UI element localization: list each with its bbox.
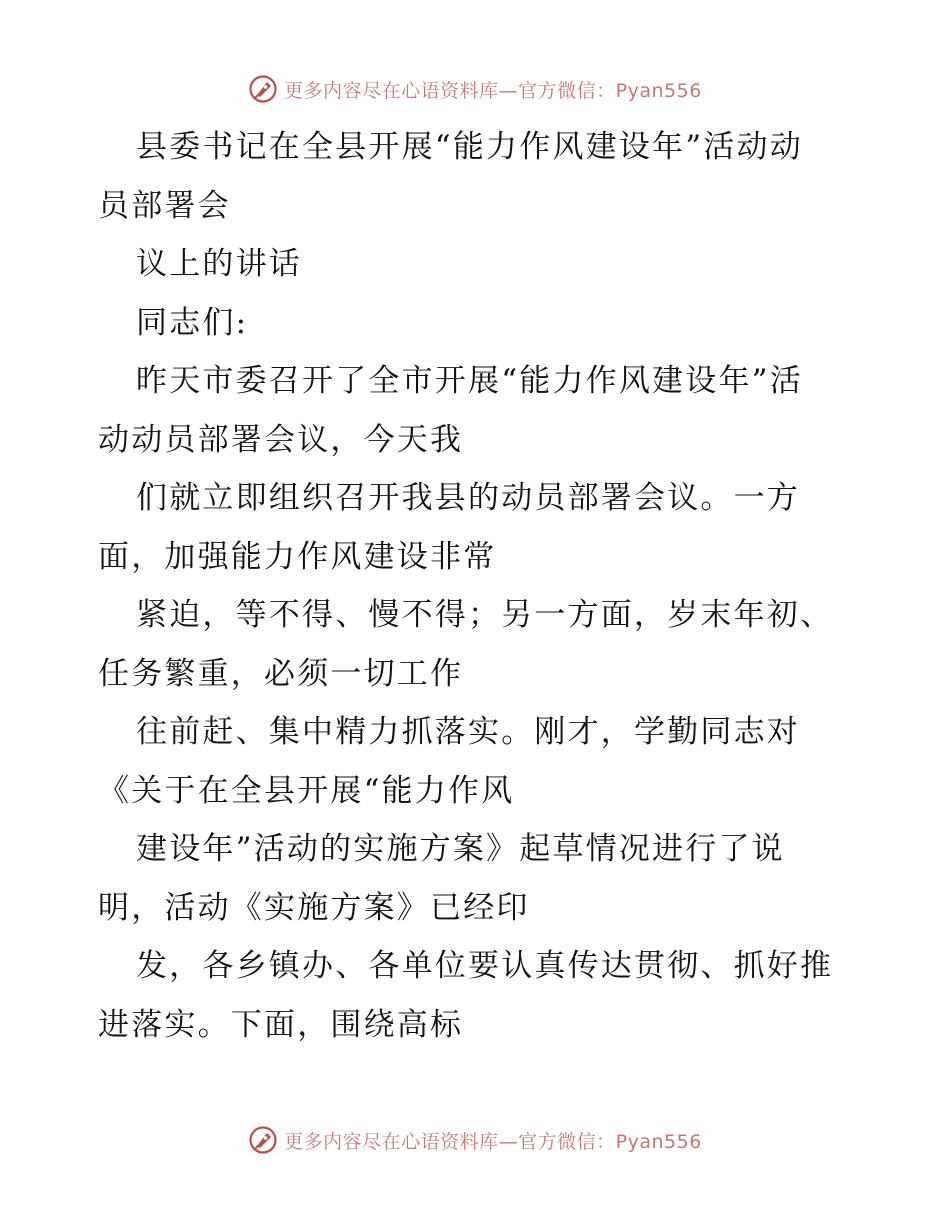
text-line: 议上的讲话 xyxy=(136,246,302,282)
text-line: 明，活动《实施方案》已经印 xyxy=(98,889,530,926)
document-body xyxy=(98,118,858,1054)
text-line: 往前赶、集中精力抓落实。刚才，学勤同志对 xyxy=(136,714,800,750)
header-watermark xyxy=(0,71,950,107)
text-line: 紧迫，等不得、慢不得；另一方面，岁末年初、 xyxy=(136,597,834,633)
text-line: 任务繁重，必须一切工作 xyxy=(98,655,464,692)
watermark-text: 更多内容尽在心语资料库—官方微信：Pyan556 xyxy=(284,79,702,102)
text-line: 县委书记在全县开展“能力作风建设年”活动动 xyxy=(136,129,803,165)
paragraph-title-cont xyxy=(98,235,858,294)
pen-nib-logo-icon xyxy=(248,1125,278,1155)
text-line: 面，加强能力作风建设非常 xyxy=(98,538,497,575)
text-line: 进落实。下面，围绕高标 xyxy=(98,1006,464,1043)
paragraph xyxy=(98,469,858,586)
paragraph xyxy=(98,352,858,469)
text-line: 员部署会 xyxy=(98,187,231,224)
text-line: 同志们: xyxy=(136,304,249,341)
paragraph xyxy=(98,937,858,1054)
text-line: 建设年”活动的实施方案》起草情况进行了说 xyxy=(136,831,785,867)
pen-nib-logo-icon xyxy=(248,74,278,104)
watermark-text: 更多内容尽在心语资料库—官方微信：Pyan556 xyxy=(284,1130,702,1153)
text-line: 昨天市委召开了全市开展“能力作风建设年”活 xyxy=(136,363,803,399)
paragraph xyxy=(98,703,858,820)
text-line: 动动员部署会议，今天我 xyxy=(98,421,464,458)
text-line: 们就立即组织召开我县的动员部署会议。一方 xyxy=(136,480,800,516)
paragraph-salutation xyxy=(98,294,858,353)
text-line: 《关于在全县开展“能力作风 xyxy=(98,772,515,809)
text-line: 发，各乡镇办、各单位要认真传达贯彻、抓好推 xyxy=(136,948,834,984)
paragraph xyxy=(98,586,858,703)
paragraph-title xyxy=(98,118,858,235)
paragraph xyxy=(98,820,858,937)
footer-watermark xyxy=(0,1122,950,1158)
